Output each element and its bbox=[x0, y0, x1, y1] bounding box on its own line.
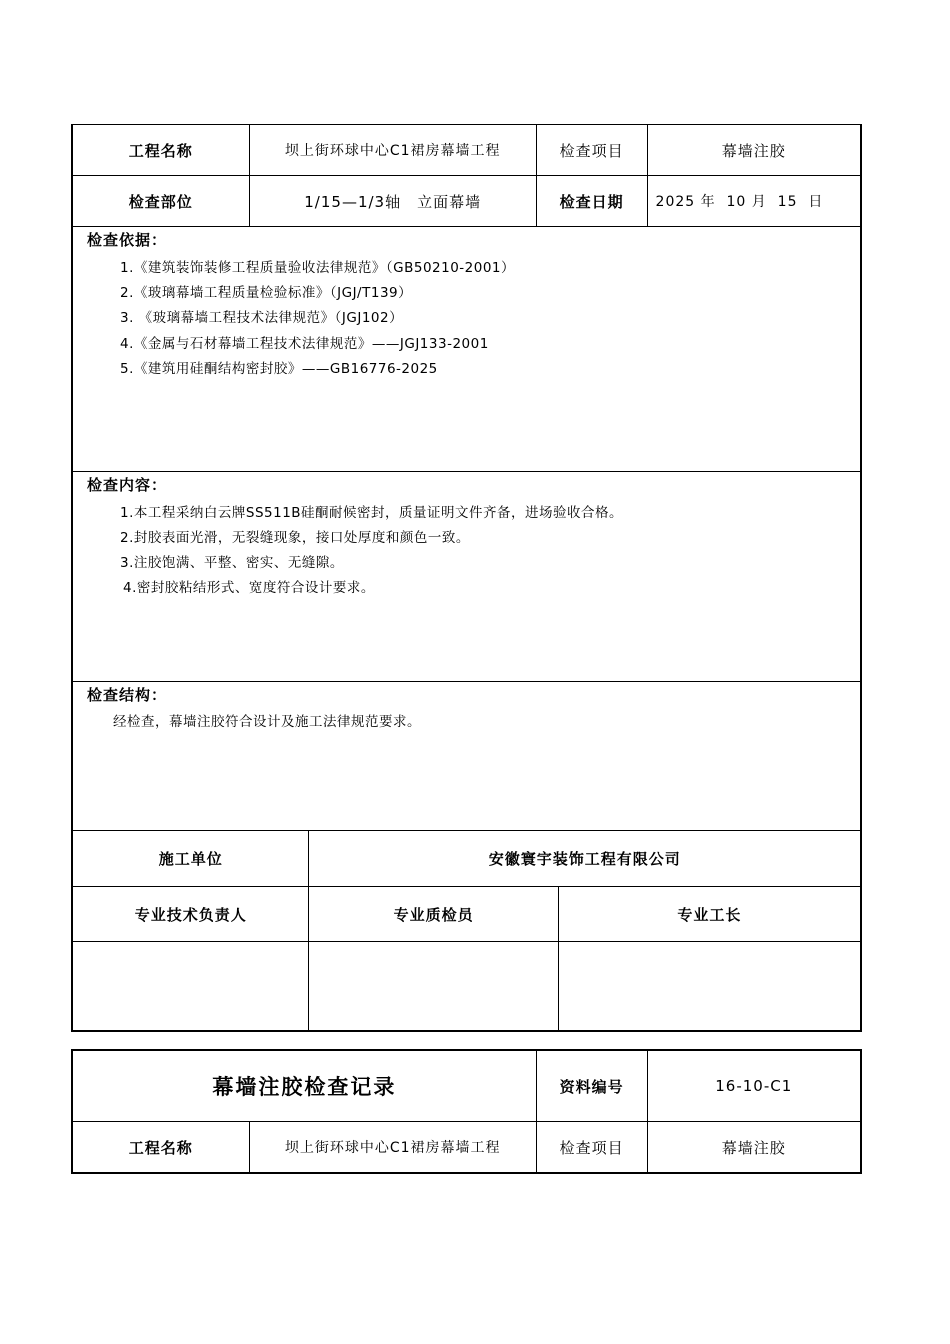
foreman-signature bbox=[558, 942, 860, 1030]
check-location-label: 检查部位 bbox=[128, 192, 193, 211]
location-row bbox=[71, 176, 862, 226]
check-date-label: 检查日期 bbox=[536, 176, 647, 226]
qc-label: 专业质检员 bbox=[308, 887, 557, 941]
check-item-value: 幕墙注胶 bbox=[647, 125, 860, 175]
bottom-border bbox=[71, 1030, 862, 1032]
inspection-table-2 bbox=[71, 1049, 862, 1174]
basis-item: 3. 《玻璃幕墙工程技术法律规范》（JGJ102） bbox=[120, 310, 404, 326]
content-item: 2.封胶表面光滑，无裂缝现象，接口处厚度和颜色一致。 bbox=[120, 530, 470, 546]
content-item: 3.注胶饱满、平整、密实、无缝隙。 bbox=[120, 555, 344, 571]
basis-item: 4.《金属与石材幕墙工程技术法律规范》——JGJ133-2001 bbox=[120, 336, 489, 352]
project-row bbox=[71, 1122, 862, 1172]
project-name-label: 工程名称 bbox=[128, 141, 193, 160]
tech-lead-label: 专业技术负责人 bbox=[134, 905, 247, 924]
inspection-table-1 bbox=[71, 124, 862, 1032]
check-date-value: 2025 年 10 月 15 日 bbox=[647, 176, 860, 226]
project-name-value: 坝上街环球中心C1裙房幕墙工程 bbox=[249, 125, 536, 175]
foreman-label: 专业工长 bbox=[558, 887, 860, 941]
construction-unit-row bbox=[71, 831, 862, 886]
construction-unit-value: 安徽寰宇装饰工程有限公司 bbox=[308, 831, 860, 886]
basis-item: 1.《建筑装饰装修工程质量验收法律规范》（GB50210-2001） bbox=[120, 260, 516, 276]
tech-lead-signature bbox=[73, 942, 308, 1030]
result-text: 经检查，幕墙注胶符合设计及施工法律规范要求。 bbox=[113, 714, 421, 730]
result-title: 检查结构： bbox=[87, 686, 168, 704]
check-item-label: 检查项目 bbox=[536, 1122, 647, 1172]
check-item-label: 检查项目 bbox=[536, 125, 647, 175]
project-name-value: 坝上街环球中心C1裙房幕墙工程 bbox=[249, 1122, 536, 1172]
basis-item: 5.《建筑用硅酮结构密封胶》——GB16776-2025 bbox=[120, 361, 438, 377]
title-row bbox=[71, 1051, 862, 1121]
basis-title: 检查依据： bbox=[87, 231, 168, 249]
content-section bbox=[71, 472, 862, 681]
doc-no-label: 资料编号 bbox=[536, 1051, 647, 1121]
content-item: 1.本工程采纳白云牌SS511B硅酮耐候密封，质量证明文件齐备，进场验收合格。 bbox=[120, 505, 624, 521]
record-title: 幕墙注胶检查记录 bbox=[212, 1075, 397, 1099]
basis-section bbox=[71, 227, 862, 471]
result-section bbox=[71, 682, 862, 830]
content-item: 4.密封胶粘结形式、宽度符合设计要求。 bbox=[123, 580, 375, 596]
project-name-label: 工程名称 bbox=[128, 1138, 193, 1157]
doc-no-value: 16-10-C1 bbox=[647, 1051, 860, 1121]
bottom-border bbox=[71, 1172, 862, 1174]
content-title: 检查内容： bbox=[87, 476, 168, 494]
qc-signature bbox=[308, 942, 557, 1030]
signature-header-row bbox=[71, 887, 862, 941]
check-item-value: 幕墙注胶 bbox=[647, 1122, 860, 1172]
check-location-value: 1/15—1/3轴 立面幕墙 bbox=[249, 176, 536, 226]
basis-item: 2.《玻璃幕墙工程质量检验标准》（JGJ/T139） bbox=[120, 285, 413, 301]
signature-row bbox=[71, 942, 862, 1030]
project-row bbox=[71, 125, 862, 175]
construction-unit-label: 施工单位 bbox=[158, 850, 223, 868]
